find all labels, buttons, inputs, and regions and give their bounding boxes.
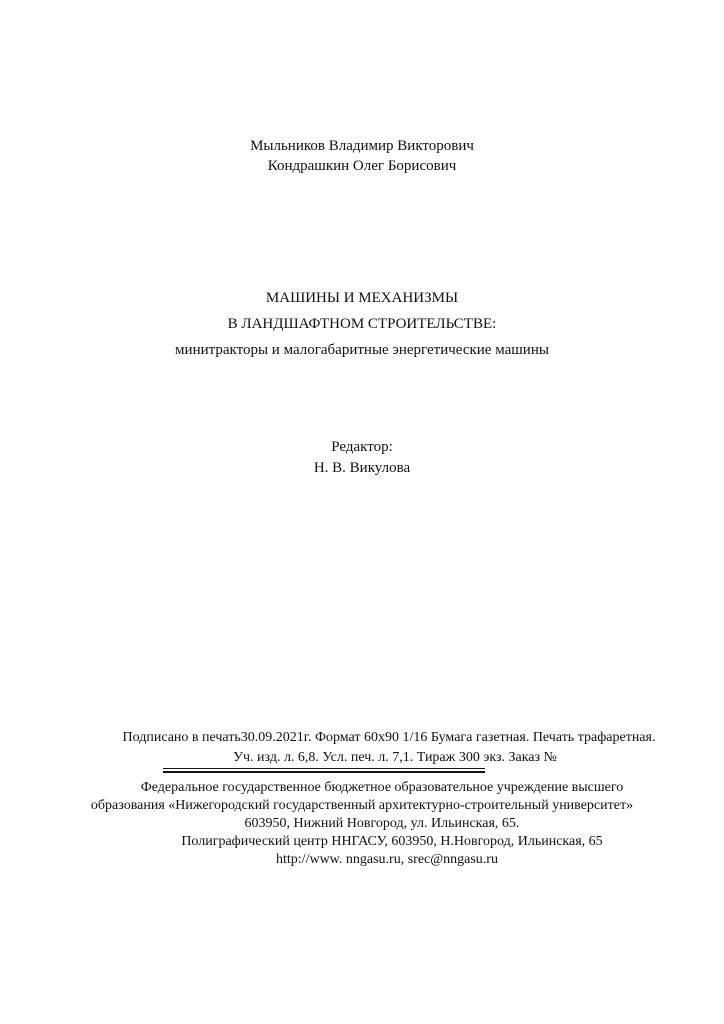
publisher-line: образования «Нижегородский государственный архитектурно-строительный университет» (90, 798, 634, 813)
authors-block (0, 136, 724, 176)
book-title (0, 285, 724, 363)
divider-thick (163, 771, 485, 773)
imprint-edition-details: Уч. изд. л. 6,8. Усл. печ. л. 7,1. Тираж 300 экз. Заказ № (233, 750, 557, 765)
print-center: Полиграфический центр ННГАСУ, 603950, Н.Новгород, Ильинская, 65 (181, 834, 603, 849)
author-name: Мыльников Владимир Викторович (250, 138, 474, 154)
publisher-block (0, 779, 724, 869)
imprint-block (0, 728, 724, 768)
publisher-address: 603950, Нижний Новгород, ул. Ильинская, 65. (244, 816, 520, 831)
title-line-1: МАШИНЫ И МЕХАНИЗМЫ (265, 290, 459, 306)
divider-thin (163, 768, 485, 769)
author-name: Кондрашкин Олег Борисович (267, 158, 457, 174)
title-subtitle: минитракторы и малогабаритные энергетические машины (175, 342, 549, 358)
editor-name: Н. В. Викулова (313, 460, 411, 476)
editor-label: Редактор: (331, 439, 393, 455)
publisher-line: Федеральное государственное бюджетное образовательное учреждение высшего (140, 780, 624, 795)
imprint-print-details: Подписано в печать30.09.2021г. Формат 60х90 1/16 Бумага газетная. Печать трафаретная. (122, 730, 656, 745)
title-line-2: В ЛАНДШАФТНОМ СТРОИТЕЛЬСТВЕ: (227, 316, 497, 332)
editor-block (0, 437, 724, 479)
publisher-contacts: http://www. nngasu.ru, srec@nngasu.ru (276, 852, 498, 867)
